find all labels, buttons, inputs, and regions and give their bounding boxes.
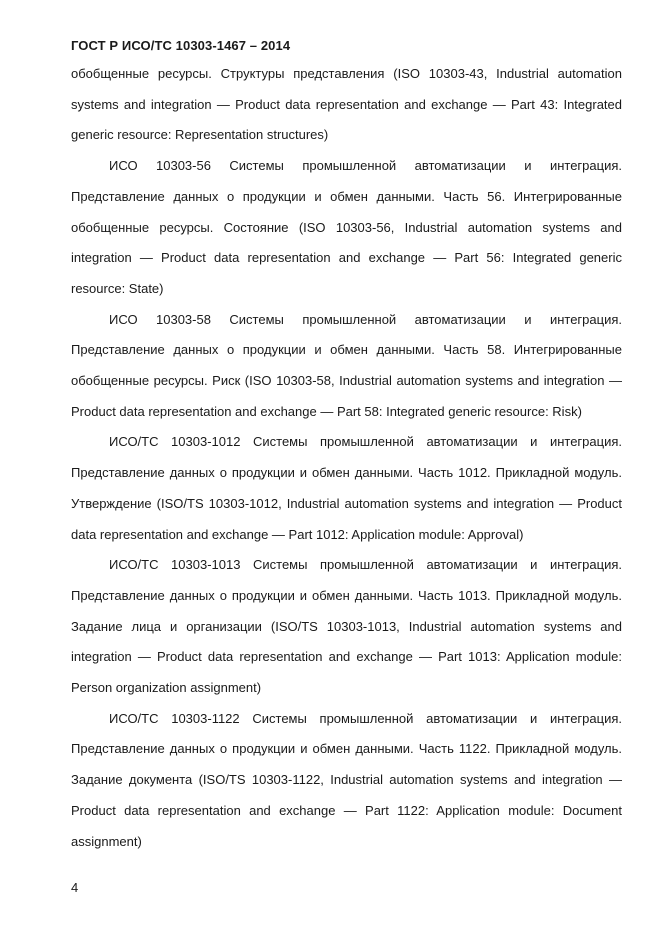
document-body	[71, 59, 622, 857]
reference-paragraph-continued: обобщенные ресурсы. Структуры представления (ISO 10303-43, Industrial automation systems and integration — Product data representation and exchange — Part 43: Integrated generic resource: Representation structures)	[71, 66, 622, 143]
document-header-title: ГОСТ Р ИСО/ТС 10303-1467 – 2014	[71, 38, 291, 53]
reference-paragraph-iso-ts-10303-1122: ИСО/ТС 10303-1122 Системы промышленной автоматизации и интеграция. Представление данных о продукции и обмен данными. Часть 1122. Прикладной модуль. Задание документа (ISO/TS 10303-1122, Industrial automation systems and integration — Product data representation and exchange — Part 1122: Application module: Document assignment)	[71, 710, 622, 849]
reference-paragraph-iso-ts-10303-1013: ИСО/ТС 10303-1013 Системы промышленной автоматизации и интеграция. Представление данных о продукции и обмен данными. Часть 1013. Прикладной модуль. Задание лица и организации (ISO/TS 10303-1013, Industrial automation systems and integration — Product data representation and exchange — Part 1013: Application module: Person organization assignment)	[71, 557, 622, 696]
reference-paragraph-iso-ts-10303-1012: ИСО/ТС 10303-1012 Системы промышленной автоматизации и интеграция. Представление данных о продукции и обмен данными. Часть 1012. Прикладной модуль. Утверждение (ISO/TS 10303-1012, Industrial automation systems and integration — Product data representation and exchange — Part 1012: Application module: Approval)	[71, 434, 622, 542]
reference-paragraph-iso-10303-58: ИСО 10303-58 Системы промышленной автоматизации и интеграция. Представление данных о продукции и обмен данными. Часть 58. Интегрированные обобщенные ресурсы. Риск (ISO 10303-58, Industrial automation systems and integration — Product data representation and exchange — Part 58: Integrated generic resource: Risk)	[71, 311, 622, 419]
page-number: 4	[71, 880, 79, 895]
reference-paragraph-iso-10303-56: ИСО 10303-56 Системы промышленной автоматизации и интеграция. Представление данных о продукции и обмен данными. Часть 56. Интегрированные обобщенные ресурсы. Состояние (ISO 10303-56, Industrial automation systems and integration — Product data representation and exchange — Part 56: Integrated generic resource: State)	[71, 158, 622, 296]
